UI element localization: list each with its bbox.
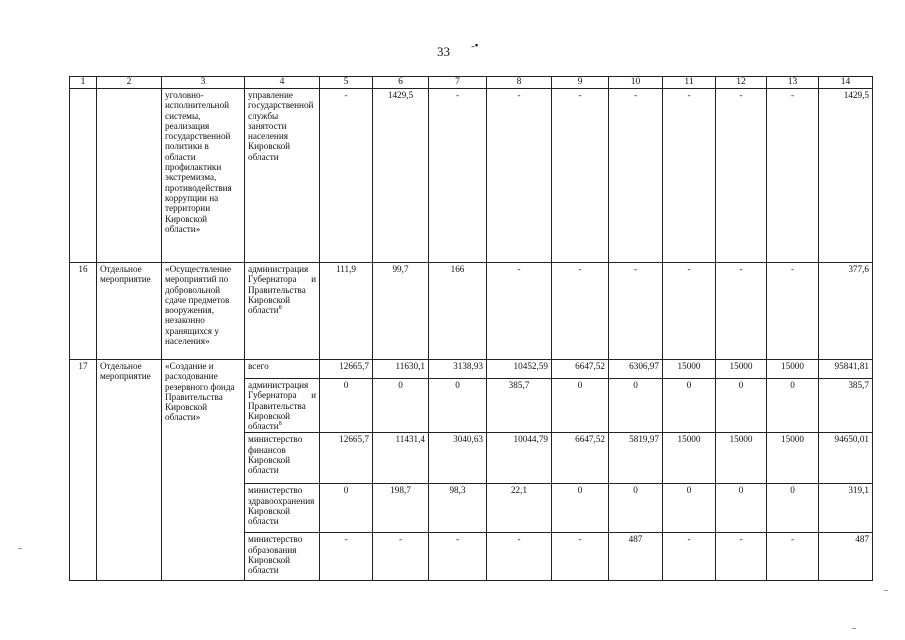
value-cell: - (716, 89, 767, 263)
value-cell: - (552, 89, 609, 263)
value-cell: 385,7 (487, 379, 552, 433)
value-cell: - (320, 89, 373, 263)
value-cell: 99,7 (373, 263, 429, 360)
value-cell: 6647,52 (552, 360, 609, 379)
activity-name-cell: «Создание и расходование резервного фонда Правительства Кировской области» (162, 360, 245, 581)
value-cell: - (767, 89, 819, 263)
table-row (70, 263, 873, 360)
header-cell: 3 (162, 77, 245, 89)
value-cell: - (663, 263, 716, 360)
total-cell: 377,6 (819, 263, 873, 360)
header-cell: 12 (716, 77, 767, 89)
value-cell: 111,9 (320, 263, 373, 360)
value-cell: 12665,7 (320, 433, 373, 484)
total-cell: 1429,5 (819, 89, 873, 263)
executor-cell (245, 263, 320, 360)
value-cell: 15000 (716, 433, 767, 484)
total-cell: 319,1 (819, 484, 873, 533)
header-cell: 4 (245, 77, 320, 89)
value-cell: 0 (552, 484, 609, 533)
value-cell: 3040,63 (429, 433, 487, 484)
value-cell: 11630,1 (373, 360, 429, 379)
scan-speck (18, 548, 22, 549)
total-cell: 487 (819, 533, 873, 581)
header-cell: 11 (663, 77, 716, 89)
value-cell: 10452,59 (487, 360, 552, 379)
row-number-cell: 16 (70, 263, 97, 360)
total-cell: 94650,01 (819, 433, 873, 484)
header-cell: 9 (552, 77, 609, 89)
total-cell: 95841,81 (819, 360, 873, 379)
value-cell: 15000 (767, 360, 819, 379)
type-cell: Отдельное мероприятие (97, 360, 162, 581)
page-mark: -• (470, 39, 480, 53)
value-cell: - (487, 533, 552, 581)
budget-table (69, 76, 873, 581)
row-number-cell: 17 (70, 360, 97, 581)
value-cell: - (767, 533, 819, 581)
header-cell: 6 (373, 77, 429, 89)
value-cell: 15000 (663, 433, 716, 484)
scan-speck (884, 590, 888, 591)
value-cell: 11431,4 (373, 433, 429, 484)
activity-name-cell: «Осуществление мероприятий по добровольной сдаче предметов вооружения, незаконно хранящихся у населения» (162, 263, 245, 360)
value-cell: 15000 (663, 360, 716, 379)
value-cell: - (716, 533, 767, 581)
value-cell: - (767, 263, 819, 360)
value-cell: 0 (429, 379, 487, 433)
executor-cell: управление государственной службы занятости населения Кировской области (245, 89, 320, 263)
header-cell: 8 (487, 77, 552, 89)
value-cell: - (609, 263, 663, 360)
value-cell: 0 (716, 379, 767, 433)
value-cell: - (320, 533, 373, 581)
row-number-cell (70, 89, 97, 263)
value-cell: 3138,93 (429, 360, 487, 379)
value-cell: 0 (320, 379, 373, 433)
value-cell: - (552, 263, 609, 360)
value-cell: 0 (320, 484, 373, 533)
value-cell: - (609, 89, 663, 263)
value-cell: 487 (609, 533, 663, 581)
value-cell: 0 (663, 484, 716, 533)
value-cell: 10044,79 (487, 433, 552, 484)
footnote-mark: 8 (278, 421, 282, 428)
activity-name-cell: уголовно-исполнительной системы, реализация государственной политики в области профилактики экстремизма, противодействия коррупции на территории Кировской области» (162, 89, 245, 263)
value-cell: 0 (373, 379, 429, 433)
footnote-mark: 8 (278, 305, 282, 312)
value-cell: - (373, 533, 429, 581)
value-cell: - (487, 89, 552, 263)
header-cell: 1 (70, 77, 97, 89)
total-cell: 385,7 (819, 379, 873, 433)
value-cell: 0 (716, 484, 767, 533)
executor-cell: министерство здравоохранения Кировской области (245, 484, 320, 533)
value-cell: - (487, 263, 552, 360)
value-cell: 6306,97 (609, 360, 663, 379)
value-cell: 0 (663, 379, 716, 433)
header-cell: 10 (609, 77, 663, 89)
executor-cell: министерство образования Кировской области (245, 533, 320, 581)
value-cell: 15000 (716, 360, 767, 379)
executor-cell: министерство финансов Кировской области (245, 433, 320, 484)
value-cell: 22,1 (487, 484, 552, 533)
header-row (70, 77, 873, 89)
value-cell: 0 (552, 379, 609, 433)
executor-text: администрация Губернатора и Правительства Кировской области (248, 264, 316, 316)
table-row (70, 360, 873, 379)
header-cell: 13 (767, 77, 819, 89)
value-cell: 12665,7 (320, 360, 373, 379)
value-cell: 198,7 (373, 484, 429, 533)
executor-cell: всего (245, 360, 320, 379)
value-cell: - (429, 533, 487, 581)
table-row (70, 89, 873, 263)
value-cell: 1429,5 (373, 89, 429, 263)
header-cell: 5 (320, 77, 373, 89)
value-cell: - (552, 533, 609, 581)
value-cell: 166 (429, 263, 487, 360)
page-number: 33 (437, 44, 450, 59)
header-cell: 2 (97, 77, 162, 89)
value-cell: 5819,97 (609, 433, 663, 484)
value-cell: - (663, 533, 716, 581)
header-cell: 7 (429, 77, 487, 89)
value-cell: - (663, 89, 716, 263)
value-cell: 6647,52 (552, 433, 609, 484)
value-cell: 0 (609, 484, 663, 533)
type-cell: Отдельное мероприятие (97, 263, 162, 360)
value-cell: 0 (609, 379, 663, 433)
value-cell: 0 (767, 484, 819, 533)
value-cell: 15000 (767, 433, 819, 484)
executor-cell (245, 379, 320, 433)
scan-speck (852, 628, 856, 629)
value-cell: - (716, 263, 767, 360)
executor-text: администрация Губернатора и Правительства Кировской области (248, 380, 316, 432)
value-cell: - (429, 89, 487, 263)
type-cell (97, 89, 162, 263)
header-cell: 14 (819, 77, 873, 89)
value-cell: 0 (767, 379, 819, 433)
value-cell: 98,3 (429, 484, 487, 533)
